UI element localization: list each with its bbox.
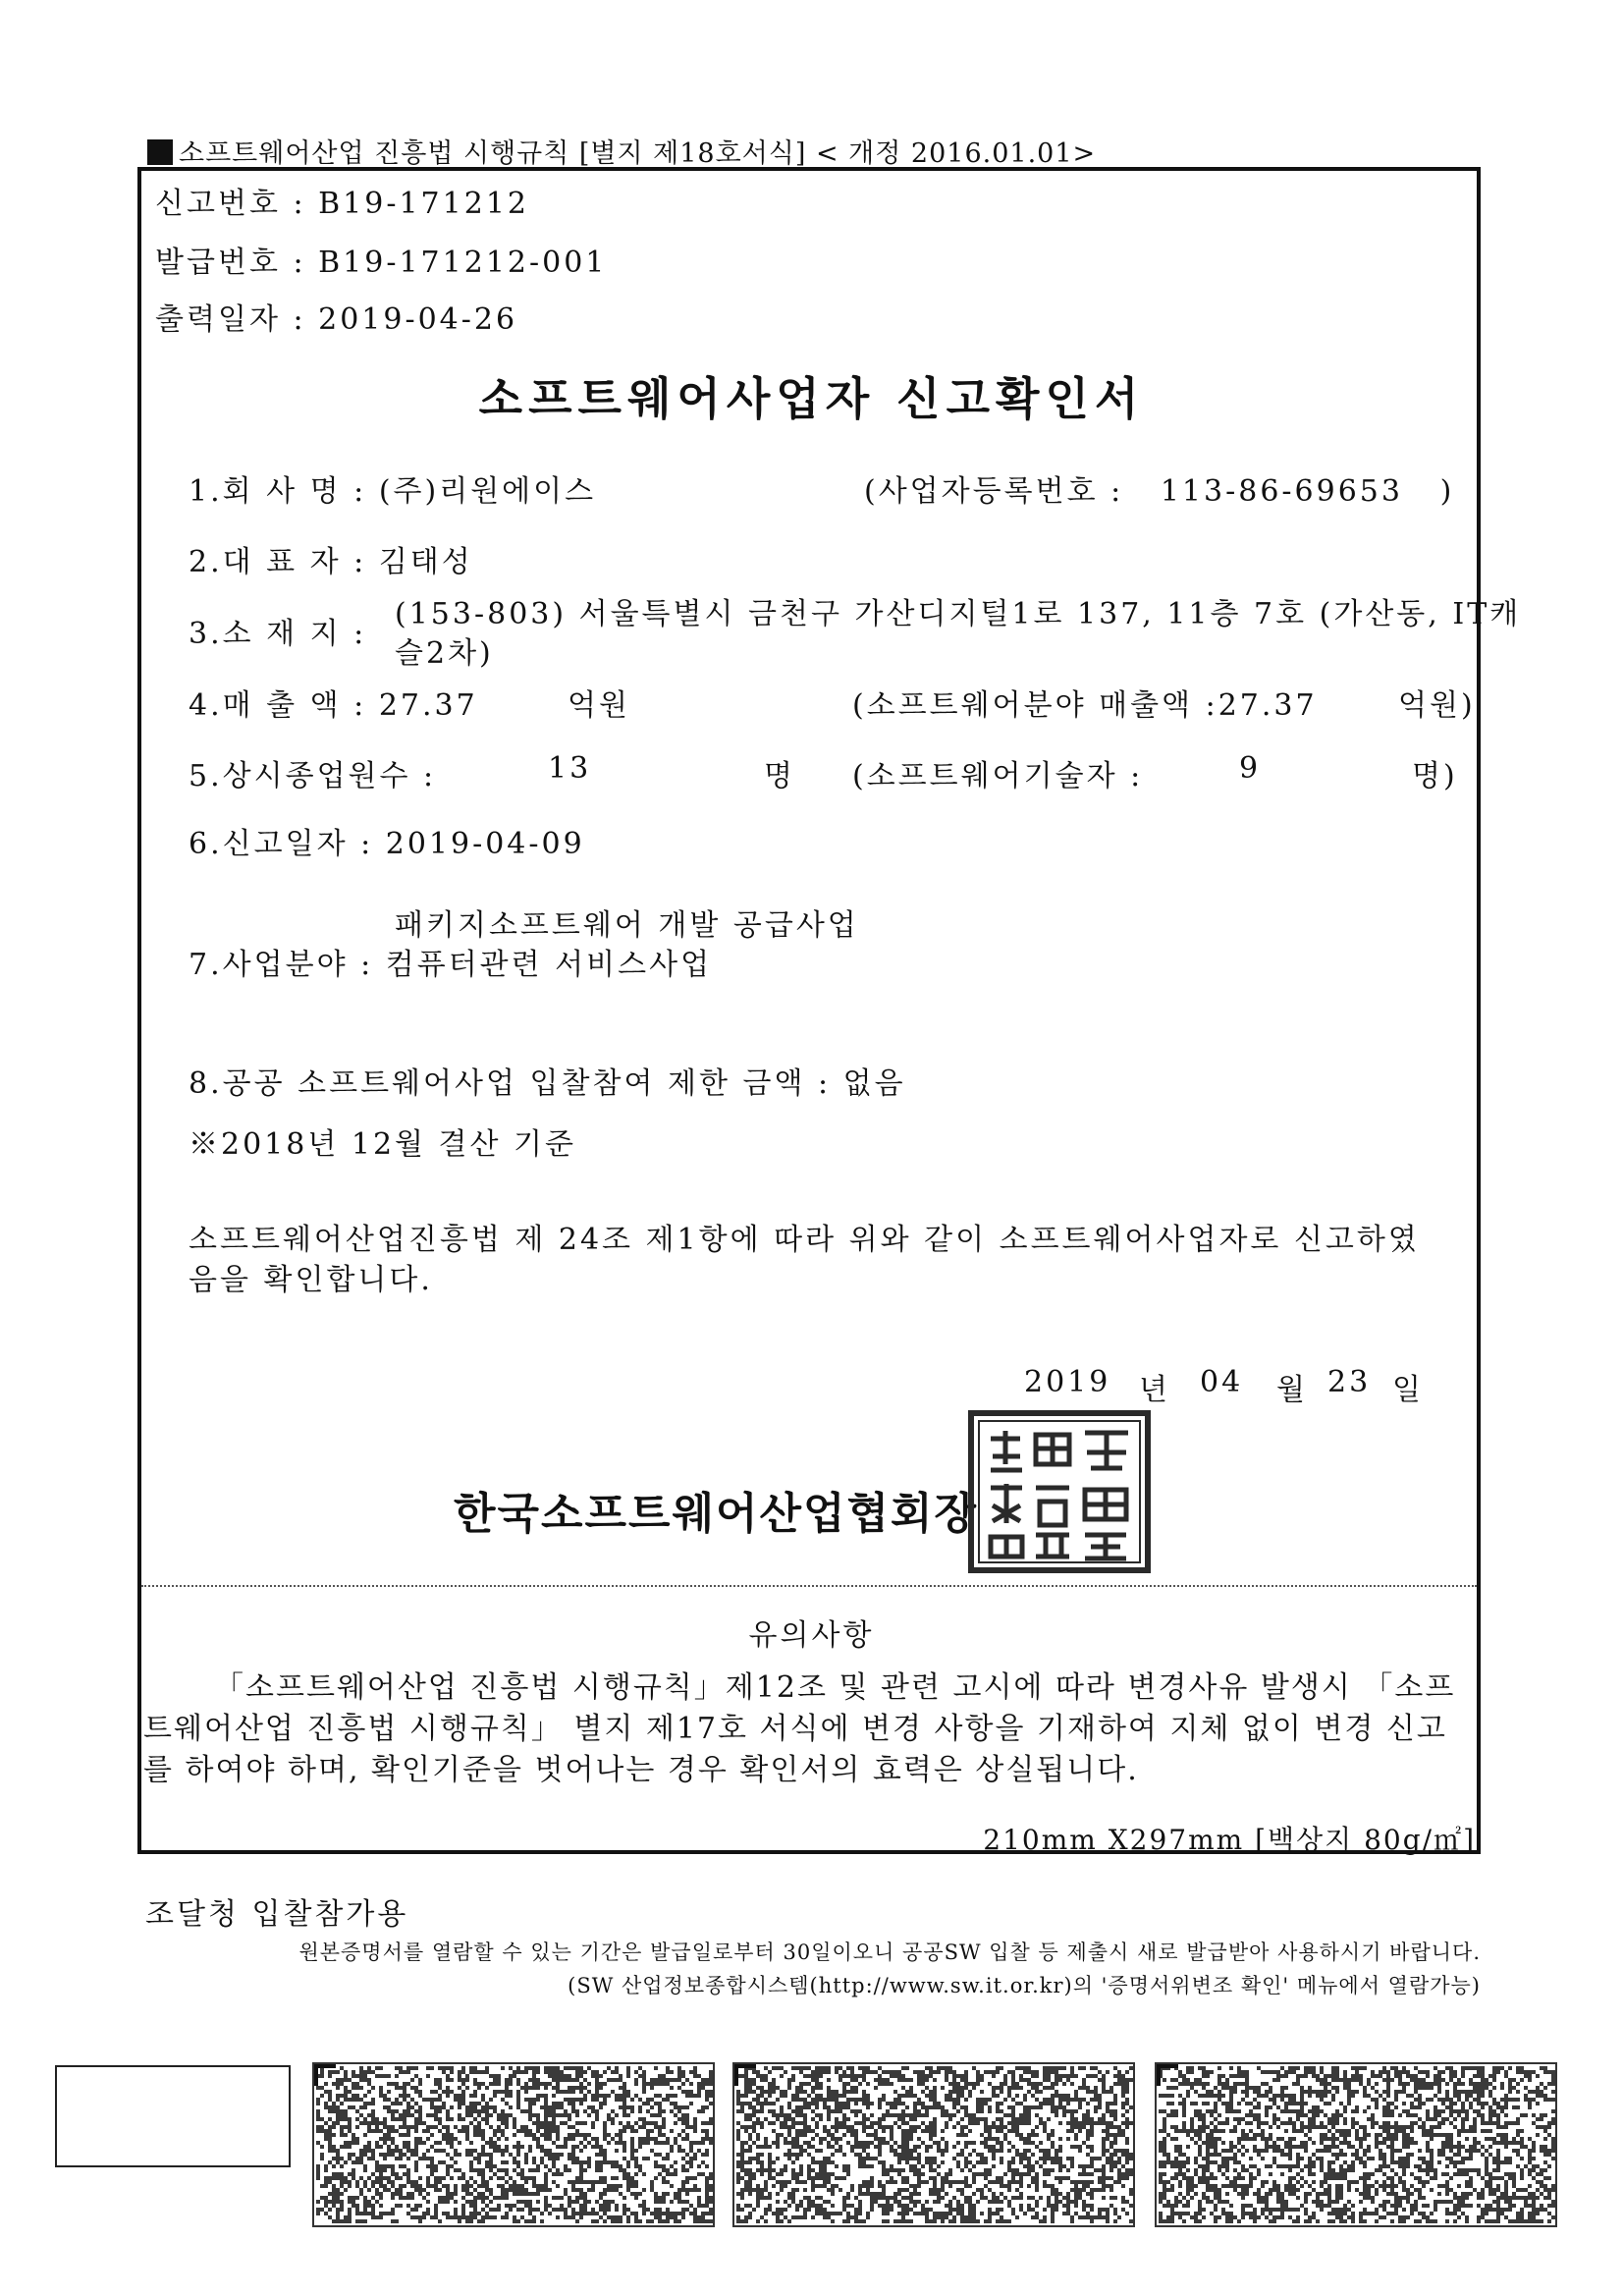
item-bid-limit: 8.공공 소프트웨어사업 입찰참여 제한 금액 : 없음 xyxy=(189,1066,906,1101)
settlement-note: ※2018년 12월 결산 기준 xyxy=(189,1127,577,1162)
bottom-note-1: 원본증명서를 열람할 수 있는 기간은 발급일로부터 30일이오니 공공SW 입찰 등 제출시 새로 발급받아 사용하시기 바랍니다. xyxy=(298,1941,1481,1964)
barcode-2-icon xyxy=(732,2062,1135,2227)
item-revenue-unit: 억원 xyxy=(568,688,630,723)
item-business: 7.사업분야 : 컴퓨터관련 서비스사업 xyxy=(189,948,713,982)
issue-year-unit: 년 xyxy=(1139,1373,1170,1407)
item-engineers-label: (소프트웨어기술자 : xyxy=(852,759,1144,793)
paper-size: 210mm X297mm [백상지 80g/㎡] xyxy=(983,1824,1476,1856)
item-company-reg: (사업자등록번호 : 113-86-69653 ) xyxy=(864,474,1455,509)
report-number: 신고번호 : B19-171212 xyxy=(155,187,529,221)
square-bullet-icon xyxy=(147,139,173,165)
item-company: 1.회 사 명 : (주)리원에이스 xyxy=(189,474,597,509)
bottom-label: 조달청 입찰참가용 xyxy=(145,1897,409,1932)
bottom-note-2: (SW 산업정보종합시스템(http://www.sw.it.or.kr)의 '증명서위변조 확인' 메뉴에서 열람가능) xyxy=(568,1974,1481,1997)
item-sw-revenue: (소프트웨어분야 매출액 :27.37 xyxy=(852,688,1318,723)
barcode-3-icon xyxy=(1155,2062,1557,2227)
item-business-line1: 패키지소프트웨어 개발 공급사업 xyxy=(395,908,859,943)
issue-number: 발급번호 : B19-171212-001 xyxy=(155,246,608,280)
item-address-line1: (153-803) 서울특별시 금천구 가산디지털1로 137, 11층 7호 (가산동, IT캐 xyxy=(395,597,1522,631)
barcode-1-icon xyxy=(312,2062,715,2227)
official-seal-icon xyxy=(967,1409,1152,1574)
item-employees-label: 5.상시종업원수 : xyxy=(189,759,437,793)
blank-box xyxy=(55,2065,291,2167)
notice-title: 유의사항 xyxy=(748,1618,875,1653)
item-address-label: 3.소 재 지 : xyxy=(189,617,367,651)
notice-divider xyxy=(141,1585,1477,1587)
item-engineers-unit: 명) xyxy=(1412,759,1458,793)
form-header: 소프트웨어산업 진흥법 시행규칙 [별지 제18호서식] < 개정 2016.01.01> xyxy=(147,132,1096,170)
item-employees-value: 13 xyxy=(548,751,592,786)
confirmation-line2: 음을 확인합니다. xyxy=(189,1263,433,1297)
item-engineers-value: 9 xyxy=(1239,751,1262,786)
item-ceo: 2.대 표 자 : 김태성 xyxy=(189,545,473,579)
item-revenue: 4.매 출 액 : 27.37 xyxy=(189,688,478,723)
issue-year: 2019 xyxy=(1024,1365,1111,1399)
issue-month: 04 xyxy=(1200,1365,1244,1399)
issuer-name: 한국소프트웨어산업협회장 xyxy=(454,1489,979,1539)
page-title: 소프트웨어사업자 신고확인서 xyxy=(478,372,1145,425)
item-sw-revenue-unit: 억원) xyxy=(1398,688,1476,723)
notice-line2: 트웨어산업 진흥법 시행규칙」 별지 제17호 서식에 변경 사항을 기재하여 지체 없이 변경 신고 xyxy=(143,1712,1447,1746)
issue-day-unit: 일 xyxy=(1392,1373,1424,1407)
item-report-date: 6.신고일자 : 2019-04-09 xyxy=(189,827,585,861)
item-address-line2: 슬2차) xyxy=(395,636,494,671)
notice-line1: 「소프트웨어산업 진흥법 시행규칙」제12조 및 관련 고시에 따라 변경사유 발생시 「소프 xyxy=(214,1670,1456,1705)
issue-month-unit: 월 xyxy=(1276,1373,1308,1407)
notice-line3: 를 하여야 하며, 확인기준을 벗어나는 경우 확인서의 효력은 상실됩니다. xyxy=(143,1753,1139,1787)
print-date: 출력일자 : 2019-04-26 xyxy=(155,302,518,337)
item-employees-unit: 명 xyxy=(764,759,795,793)
issue-day: 23 xyxy=(1327,1365,1372,1399)
confirmation-line1: 소프트웨어산업진흥법 제 24조 제1항에 따라 위와 같이 소프트웨어사업자로 신고하였 xyxy=(189,1223,1420,1257)
